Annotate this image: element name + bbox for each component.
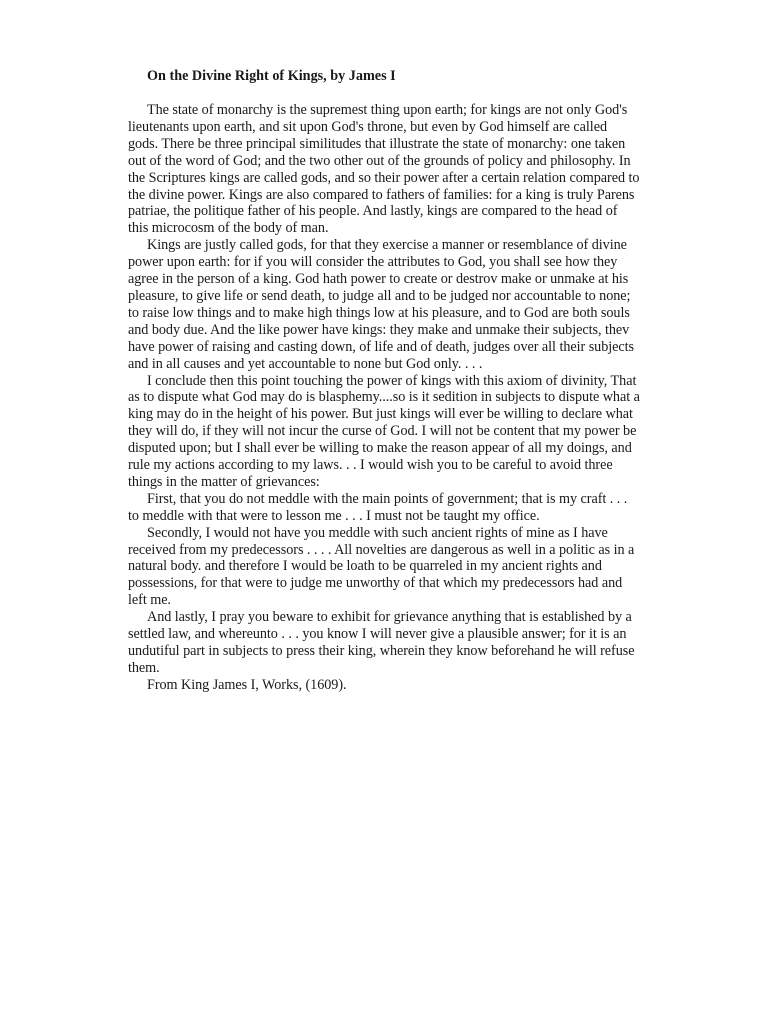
document-content xyxy=(128,66,640,694)
paragraph-1: The state of monarchy is the supremest thing upon earth; for kings are not only God's lieutenants upon earth, and sit upon God's throne, but even by God himself are called gods. There be three principal similitudes that illustrate the state of monarchy: one taken out of the word of God; and the two other out of the grounds of policy and philosophy. In the Scriptures kings are called gods, and so their power after a certain relation compared to the divine power. Kings are also compared to fathers of families: for a king is truly Parens patriae, the politique father of his people. And lastly, kings are compared to the head of this microcosm of the body of man. xyxy=(128,102,640,237)
paragraph-5: Secondly, I would not have you meddle with such ancient rights of mine as I have received from my predecessors . . . . All novelties are dangerous as well in a politic as in a natural body. and therefore I would be loath to be quarreled in my ancient rights and possessions, for that were to judge me unworthy of that which my predecessors had and left me. xyxy=(128,524,635,609)
paragraph-6: And lastly, I pray you beware to exhibit for grievance anything that is established by a settled law, and whereunto . . . you know I will never give a plausible answer; for it is an undutiful part in subjects to press their king, wherein they know beforehand he will refuse them. xyxy=(128,609,635,676)
paragraph-4: First, that you do not meddle with the main points of government; that is my craft . . . to meddle with that were to lesson me . . . I must not be taught my office. xyxy=(128,490,628,524)
source-citation: From King James I, Works, (1609). xyxy=(147,676,347,693)
document-title: On the Divine Right of Kings, by James I xyxy=(147,68,396,84)
paragraph-2: Kings are justly called gods, for that they exercise a manner or resemblance of divine power upon earth: for if you will consider the attributes to God, you shall see how they agree in the person of a king. God hath power to create or destrov make or unmake at his pleasure, to give life or send death, to judge all and to be judged nor accountable to none; to raise low things and to make high things low at his pleasure, and to God are both souls and body due. And the like power have kings: they make and unmake their subjects, thev have power of raising and casting down, of life and of death, judges over all their subjects and in all causes and yet accountable to none but God only. . . . xyxy=(128,237,634,372)
paragraph-3: I conclude then this point touching the power of kings with this axiom of divinity, That as to dispute what God may do is blasphemy....so is it sedition in subjects to dispute what a king may do in the height of his power. But just kings will ever be willing to declare what they will do, if they will not incur the curse of God. I will not be content that my power be disputed upon; but I shall ever be willing to make the reason appear of all my doings, and rule my actions according to my laws. . . I would wish you to be careful to avoid three things in the matter of grievances: xyxy=(128,372,640,490)
document-body xyxy=(128,102,640,694)
